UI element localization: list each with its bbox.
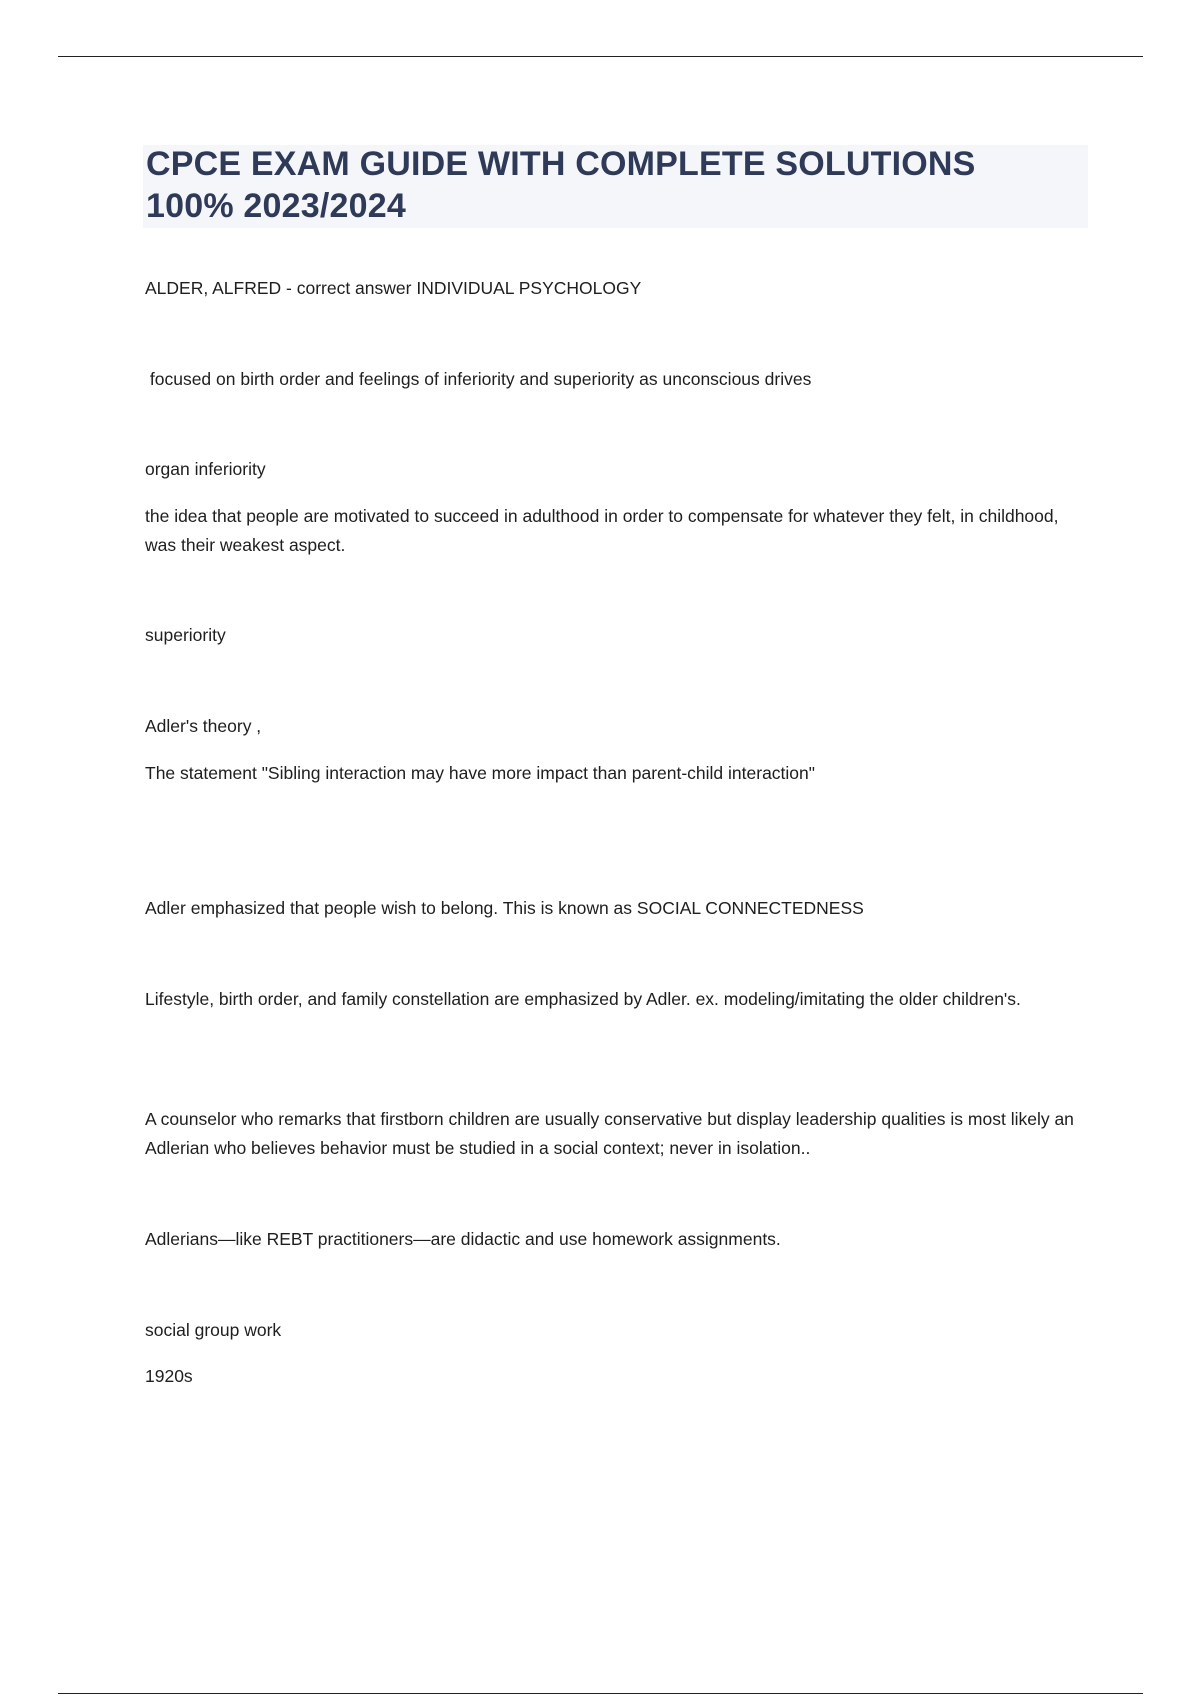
paragraph-firstborn: A counselor who remarks that firstborn children are usually conservative but display leadership qualities is most likely an Adlerian who believes behavior must be studied in a social context; never in isolation.. <box>145 1109 1074 1158</box>
title-line-1: CPCE EXAM GUIDE WITH COMPLETE SOLUTIONS <box>146 145 976 183</box>
paragraph-adler-answer: ALDER, ALFRED - correct answer INDIVIDUAL PSYCHOLOGY <box>145 278 642 298</box>
paragraph-birth-order: focused on birth order and feelings of inferiority and superiority as unconscious drives <box>145 369 812 389</box>
top-rule <box>58 56 1143 57</box>
paragraph-social-connectedness: Adler emphasized that people wish to belong. This is known as SOCIAL CONNECTEDNESS <box>145 898 864 918</box>
paragraph-superiority: superiority <box>145 625 226 645</box>
paragraph-adlers-theory: Adler's theory , <box>145 716 262 736</box>
paragraph-organ-inferiority-definition: the idea that people are motivated to succeed in adulthood in order to compensate for whatever they felt, in childhood, was their weakest aspect. <box>145 506 1059 555</box>
paragraph-social-group-work: social group work <box>145 1320 282 1340</box>
document-title <box>146 143 1076 227</box>
paragraph-adlerians-rebt: Adlerians—like REBT practitioners—are didactic and use homework assignments. <box>145 1229 781 1249</box>
paragraph-1920s: 1920s <box>145 1366 193 1386</box>
paragraph-lifestyle: Lifestyle, birth order, and family constellation are emphasized by Adler. ex. modeling/imitating the older children's. <box>145 989 1021 1009</box>
bottom-rule <box>58 1693 1143 1694</box>
title-line-2: 100% 2023/2024 <box>146 187 406 225</box>
paragraph-sibling-statement: The statement "Sibling interaction may have more impact than parent-child interaction" <box>145 763 815 783</box>
paragraph-organ-inferiority: organ inferiority <box>145 459 266 479</box>
